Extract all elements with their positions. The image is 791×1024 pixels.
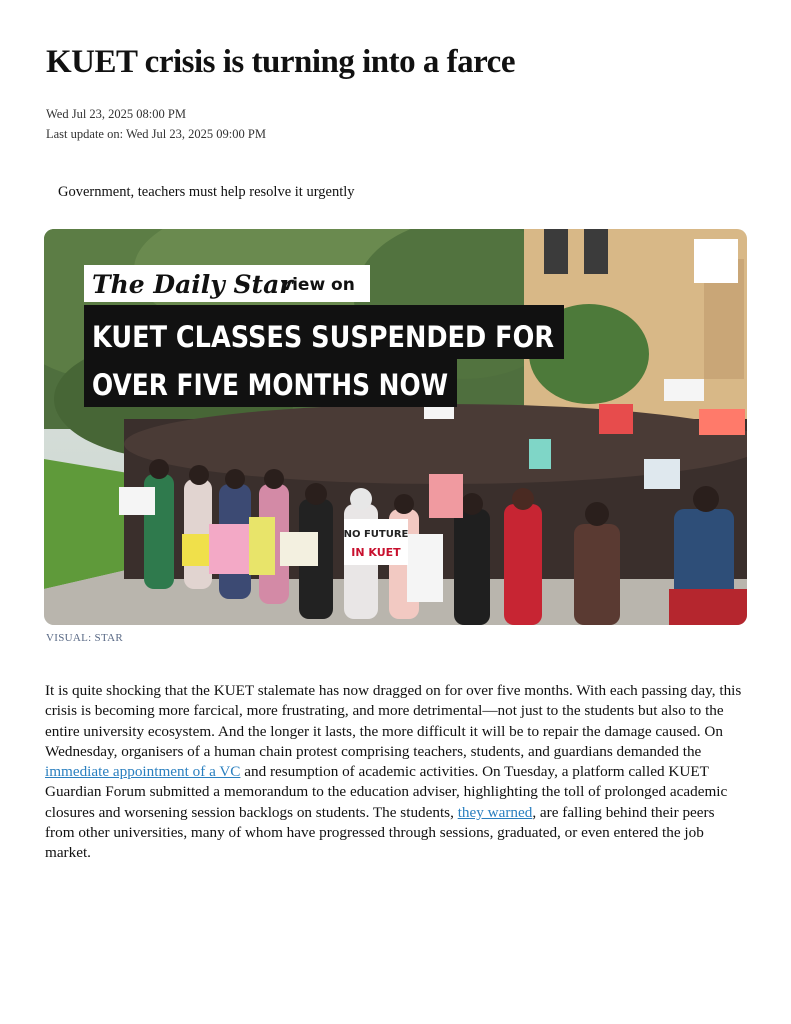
article-body — [45, 681, 745, 864]
brand-logo-text: The Daily Star — [92, 270, 293, 299]
article-headline: KUET crisis is turning into a farce — [46, 44, 515, 80]
body-part-2: and resumption of academic activities. On Tuesday, a platform called KUET Guardian Forum submitted a memorandum to the education adviser, highlighting the toll of prolonged academic closures and worsening session backlogs on students. The students, — [45, 763, 728, 821]
article-meta — [46, 104, 266, 144]
banner-line-2: OVER FIVE MONTHS NOW — [92, 368, 449, 402]
published-date: Wed Jul 23, 2025 08:00 PM — [46, 107, 186, 121]
placard-text-2: IN KUET — [351, 546, 401, 559]
brand-view-on: view on — [281, 275, 355, 295]
body-part-3: , are falling behind their peers from other universities, many of whom have progressed through sessions, graduated, or even entered the job market. — [45, 803, 715, 862]
body-part-1: It is quite shocking that the KUET stalemate has now dragged on for over five months. With each passing day, this crisis is becoming more farcical, more frustrating, and more detrimental—not just to the students but also to the entire university ecosystem. And the longer it lasts, the more difficult it will be to repair the damage caused. On Wednesday, organisers of a human chain protest comprising teachers, students, and guardians demanded the — [45, 682, 742, 760]
hero-image — [44, 229, 747, 625]
link-they-warned[interactable]: they warned — [457, 803, 533, 821]
image-caption: VISUAL: STAR — [46, 632, 123, 644]
article-standfirst: Government, teachers must help resolve it urgently — [58, 184, 355, 200]
updated-date: Last update on: Wed Jul 23, 2025 09:00 PM — [46, 127, 266, 141]
banner-line-1: KUET CLASSES SUSPENDED FOR — [92, 320, 554, 354]
placard-text-1: NO FUTURE — [343, 529, 409, 540]
link-vc-appointment[interactable]: immediate appointment of a VC — [45, 763, 241, 781]
